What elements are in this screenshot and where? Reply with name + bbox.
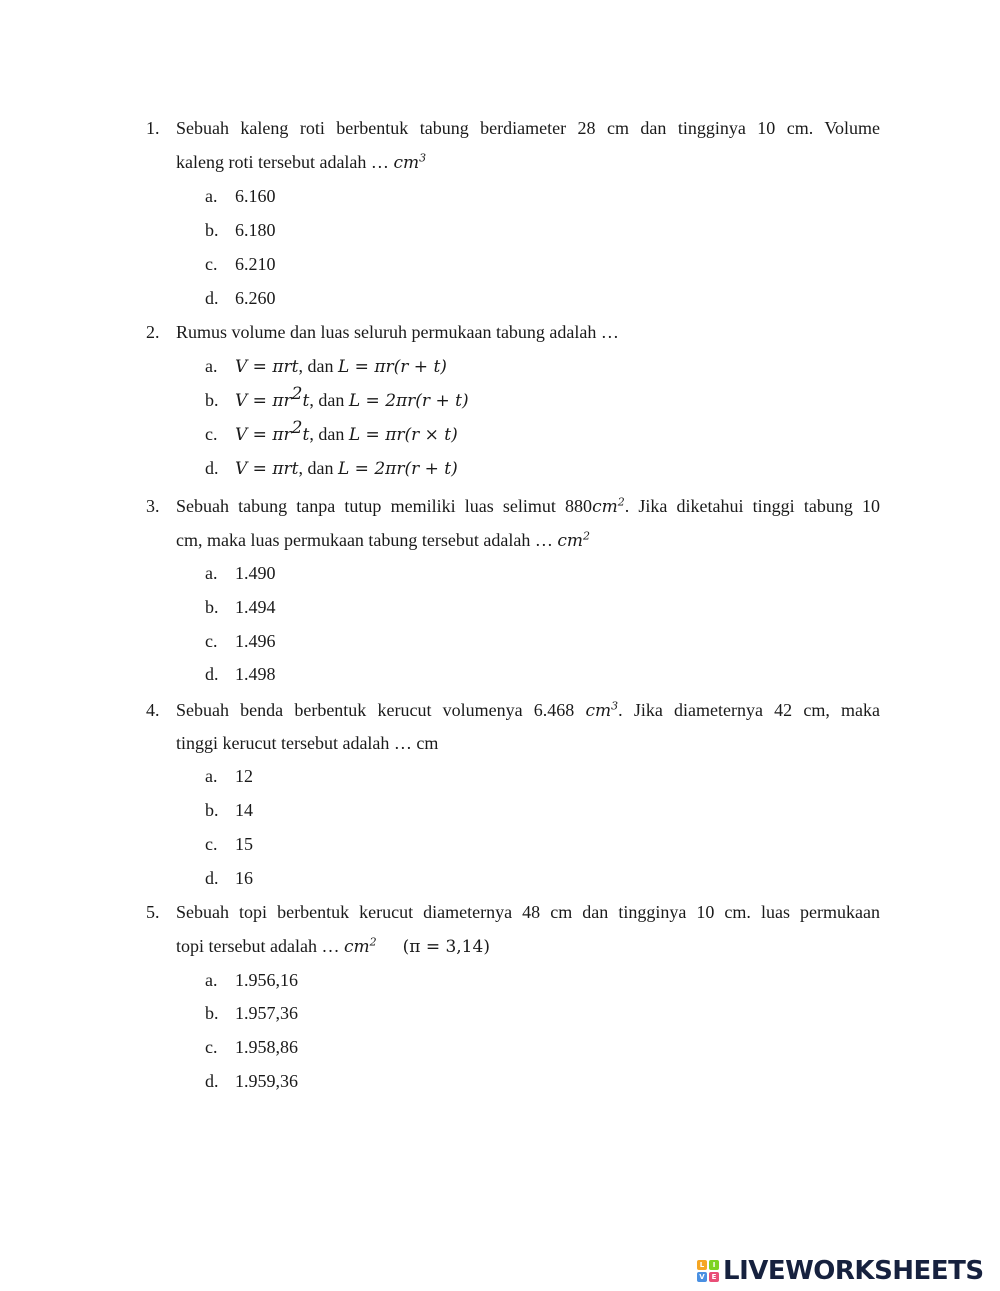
question-1-option-a-letter: a. xyxy=(205,186,218,206)
question-4-text-line-2: tinggi kerucut tersebut adalah … cm xyxy=(176,733,439,753)
question-4-inline-unit: $cm^3$ xyxy=(585,699,619,721)
question-1-unit: $cm^3$ xyxy=(393,151,427,173)
question-4-option-b[interactable]: 14 xyxy=(235,800,253,820)
question-5-text-line-1: Sebuah topi berbentuk kerucut diameternya 48 cm dan tingginya 10 cm. luas permukaan xyxy=(176,902,880,922)
liveworksheets-logo xyxy=(697,1256,984,1286)
question-4-option-c[interactable]: 15 xyxy=(235,834,253,854)
question-3-option-b-letter: b. xyxy=(205,597,219,617)
question-3-option-c-letter: c. xyxy=(205,631,218,651)
question-5-option-d[interactable]: 1.959,36 xyxy=(235,1071,298,1091)
question-5-option-a[interactable]: 1.956,16 xyxy=(235,970,298,990)
question-1-text-line-1: Sebuah kaleng roti berbentuk tabung berdiameter 28 cm dan tingginya 10 cm. Volume xyxy=(176,118,880,138)
question-2-option-d-letter: d. xyxy=(205,458,219,478)
question-5-text-line-2: topi tersebut adalah … $cm^2$ (π = 3,14) xyxy=(176,935,490,957)
question-1-option-b[interactable]: 6.180 xyxy=(235,220,276,240)
question-5-option-a-letter: a. xyxy=(205,970,218,990)
question-4-option-d[interactable]: 16 xyxy=(235,868,253,888)
question-2-option-b[interactable]: $V = \pi r^2t$, dan L = 2πr(r + t) xyxy=(235,384,469,411)
question-4-number: 4. xyxy=(146,700,160,720)
question-5-option-c-letter: c. xyxy=(205,1037,218,1057)
question-4-option-c-letter: c. xyxy=(205,834,218,854)
question-5-pi-note: (π = 3,14) xyxy=(402,937,490,957)
question-3-text-line-1: Sebuah tabung tanpa tutup memiliki luas selimut $880cm^2$. Jika diketahui tinggi tabung 10 xyxy=(176,495,880,517)
question-2-option-c-letter: c. xyxy=(205,424,218,444)
question-2-option-c[interactable]: $V = \pi r^2t$, dan L = πr(r × t) xyxy=(235,418,458,445)
question-3-option-a-letter: a. xyxy=(205,563,218,583)
question-5-option-c[interactable]: 1.958,86 xyxy=(235,1037,298,1057)
question-3-option-d[interactable]: 1.498 xyxy=(235,664,276,684)
question-2-number: 2. xyxy=(146,322,160,342)
question-2-option-d[interactable]: V = πrt, dan L = 2πr(r + t) xyxy=(235,458,458,479)
question-3-option-b[interactable]: 1.494 xyxy=(235,597,276,617)
question-3-number: 3. xyxy=(146,496,160,516)
question-2-option-a-letter: a. xyxy=(205,356,218,376)
question-2-option-a[interactable]: V = πrt, dan L = πr(r + t) xyxy=(235,356,447,377)
question-1-option-c[interactable]: 6.210 xyxy=(235,254,276,274)
question-5-option-b[interactable]: 1.957,36 xyxy=(235,1003,298,1023)
question-1-text-line-2: kaleng roti tersebut adalah … $cm^3$ xyxy=(176,151,427,173)
question-5-option-b-letter: b. xyxy=(205,1003,219,1023)
question-1-option-d-letter: d. xyxy=(205,288,219,308)
question-3-unit: $cm^2$ xyxy=(557,529,591,551)
question-5-number: 5. xyxy=(146,902,160,922)
question-3-option-a[interactable]: 1.490 xyxy=(235,563,276,583)
question-4-text-line-1: Sebuah benda berbentuk kerucut volumenya 6.468 $cm^3$. Jika diameternya 42 cm, maka xyxy=(176,699,880,721)
question-1-option-a[interactable]: 6.160 xyxy=(235,186,276,206)
question-2-text: Rumus volume dan luas seluruh permukaan tabung adalah … xyxy=(176,322,619,342)
question-2-option-b-letter: b. xyxy=(205,390,219,410)
question-1-option-b-letter: b. xyxy=(205,220,219,240)
question-1-option-c-letter: c. xyxy=(205,254,218,274)
question-1-option-d[interactable]: 6.260 xyxy=(235,288,276,308)
question-3-inline-unit: $cm^2$ xyxy=(592,495,625,517)
liveworksheets-logo-icon: L I V E xyxy=(697,1260,719,1282)
question-4-option-b-letter: b. xyxy=(205,800,219,820)
question-5-option-d-letter: d. xyxy=(205,1071,219,1091)
question-3-option-c[interactable]: 1.496 xyxy=(235,631,276,651)
question-3-text-line-2: cm, maka luas permukaan tabung tersebut adalah … $cm^2$ xyxy=(176,529,591,551)
question-3-option-d-letter: d. xyxy=(205,664,219,684)
question-4-option-a-letter: a. xyxy=(205,766,218,786)
question-4-option-d-letter: d. xyxy=(205,868,219,888)
question-4-option-a[interactable]: 12 xyxy=(235,766,253,786)
question-1-number: 1. xyxy=(146,118,160,138)
liveworksheets-logo-text: LIVEWORKSHEETS xyxy=(723,1256,984,1286)
question-5-unit: $cm^2$ xyxy=(343,935,377,957)
